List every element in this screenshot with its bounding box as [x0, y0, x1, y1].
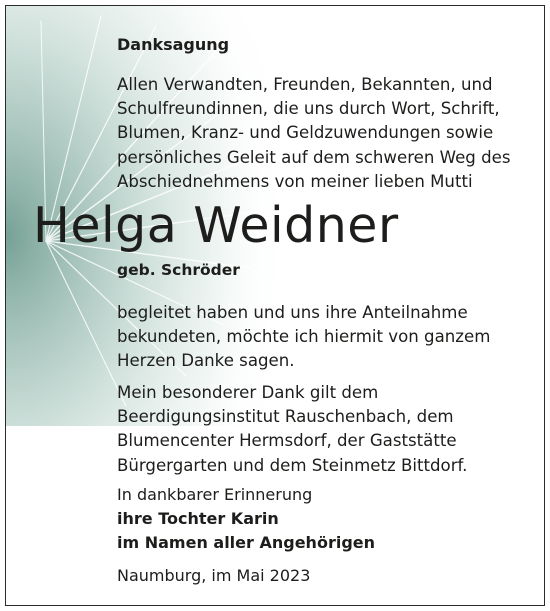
text-line: Allen Verwandten, Freunden, Bekannten, und	[117, 75, 493, 94]
text-line: Schulfreundinnen, die uns durch Wort, Schrift,	[117, 99, 500, 119]
text-line: bekundeten, möchte ich hiermit von ganzem	[117, 327, 491, 347]
text-line: Bürgergarten und dem Steinmetz Bittdorf.	[117, 455, 468, 475]
signer-line: ihre Tochter Karin	[117, 509, 279, 528]
text-line: Abschiednehmens von meiner lieben Mutti	[117, 171, 473, 191]
special-thanks-paragraph	[117, 381, 467, 478]
place-date: Naumburg, im Mai 2023	[117, 566, 311, 585]
text-line: persönliches Geleit auf dem schweren Weg des	[117, 147, 511, 167]
text-line: Beerdigungsinstitut Rauschenbach, dem	[117, 407, 454, 427]
heading: Danksagung	[117, 35, 230, 54]
thanks-paragraph	[117, 301, 490, 374]
intro-paragraph	[117, 73, 511, 194]
text-line: Mein besonderer Dank gilt dem	[117, 383, 379, 402]
text-line: Herzen Danke sagen.	[117, 351, 295, 371]
closing-block	[117, 483, 375, 555]
remembrance-line: In dankbarer Erinnerung	[117, 485, 313, 504]
text-line: Blumen, Kranz- und Geldzuwendungen sowie	[117, 123, 494, 143]
text-line: begleitet haben und uns ihre Anteilnahme	[117, 303, 468, 322]
deceased-name: Helga Weidner	[33, 197, 399, 254]
text-line: Blumencenter Hermsdorf, der Gaststätte	[117, 431, 457, 451]
on-behalf-line: im Namen aller Angehörigen	[117, 533, 376, 552]
maiden-name: geb. Schröder	[117, 261, 240, 279]
